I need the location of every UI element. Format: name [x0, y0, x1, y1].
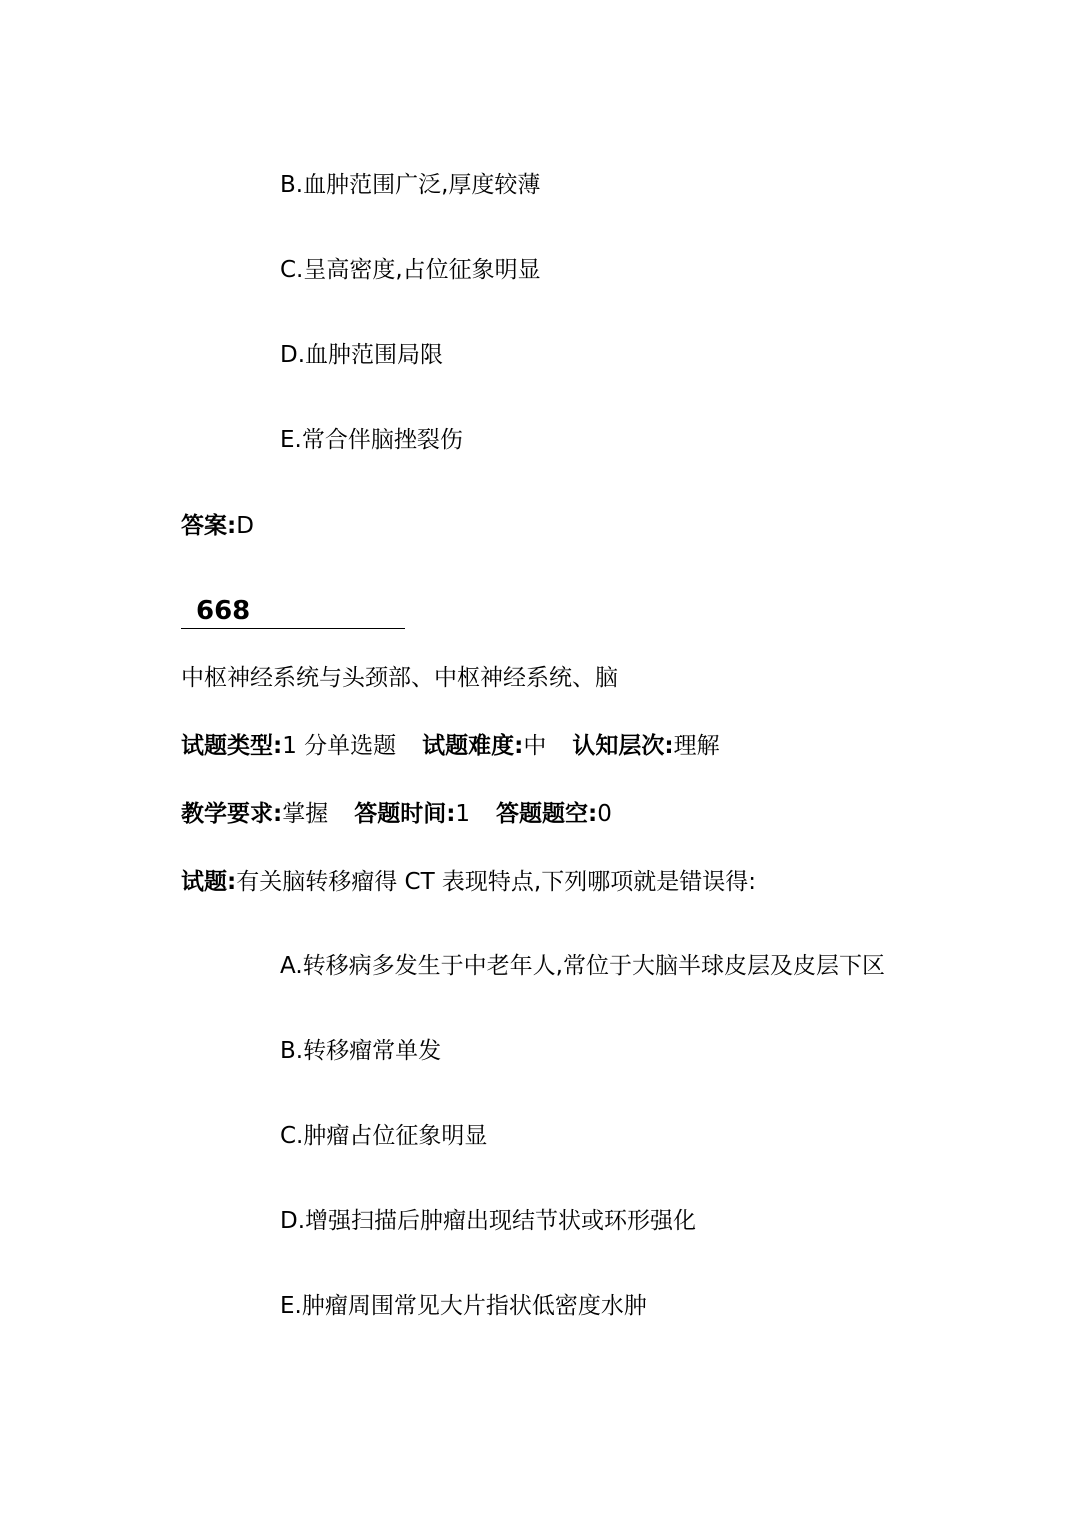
time-value: 1 — [455, 801, 471, 827]
type-value: 1 分单选题 — [282, 733, 397, 759]
meta-row-1 — [181, 731, 720, 761]
question-category: 中枢神经系统与头颈部、中枢神经系统、脑 — [181, 665, 618, 691]
answer-value: D — [236, 513, 254, 539]
stem-text: 有关脑转移瘤得 CT 表现特点,下列哪项就是错误得: — [236, 869, 756, 895]
question-stem — [181, 867, 756, 897]
question-number-heading — [181, 594, 405, 629]
option-e: E.肿瘤周围常见大片指状低密度水肿 — [280, 1293, 647, 1319]
option-d: D.血肿范围局限 — [280, 342, 444, 368]
requirement-label: 教学要求: — [181, 801, 283, 827]
option-e: E.常合伴脑挫裂伤 — [280, 427, 463, 453]
difficulty-label: 试题难度: — [422, 733, 524, 759]
type-label: 试题类型: — [181, 733, 283, 759]
option-a: A.转移病多发生于中老年人,常位于大脑半球皮层及皮层下区 — [280, 953, 885, 979]
difficulty-value: 中 — [523, 733, 547, 759]
option-b: B.转移瘤常单发 — [280, 1038, 442, 1064]
answer-label: 答案: — [181, 513, 237, 539]
question-number: 668 — [196, 596, 251, 626]
option-c: C.呈高密度,占位征象明显 — [280, 257, 541, 283]
answer-line — [181, 511, 254, 541]
requirement-value: 掌握 — [282, 801, 329, 827]
blank-value: 0 — [597, 801, 612, 827]
cognition-label: 认知层次: — [572, 733, 674, 759]
meta-row-2 — [181, 799, 612, 829]
stem-label: 试题: — [181, 869, 237, 895]
time-label: 答题时间: — [354, 801, 456, 827]
blank-label: 答题题空: — [496, 801, 598, 827]
option-c: C.肿瘤占位征象明显 — [280, 1123, 488, 1149]
option-d: D.增强扫描后肿瘤出现结节状或环形强化 — [280, 1208, 697, 1234]
cognition-value: 理解 — [673, 733, 720, 759]
option-b: B.血肿范围广泛,厚度较薄 — [280, 172, 541, 198]
